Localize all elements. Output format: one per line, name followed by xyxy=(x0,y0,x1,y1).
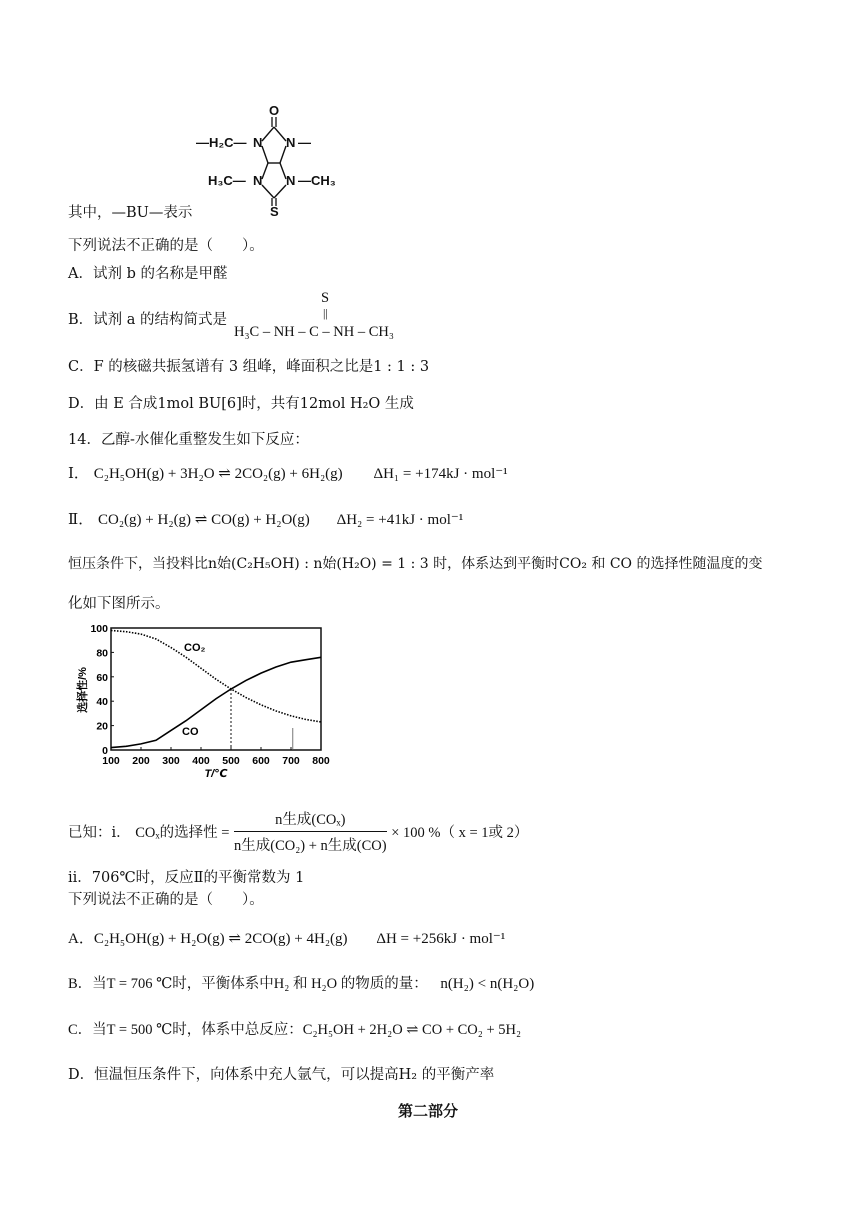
selectivity-chart xyxy=(76,620,330,782)
q14-option-b xyxy=(68,972,534,993)
known-lhs: COₓ的选择性 = xyxy=(135,825,230,841)
selectivity-fraction xyxy=(234,808,387,855)
q14-stem: 下列说法不正确的是（ ）。 xyxy=(68,892,264,908)
legend-co: CO xyxy=(182,726,199,738)
chart-xlabel: T/℃ xyxy=(204,768,228,780)
q14-option-a xyxy=(68,927,505,948)
reaction-1-label: Ⅰ． xyxy=(68,464,89,482)
structure-bond-right: — xyxy=(298,135,311,150)
x-tick-label: 800 xyxy=(312,755,330,767)
q14-option-a-equation: A．C₂H₅OH(g) + H₂O(g) ⇌ 2CO(g) + 4H₂(g) xyxy=(68,931,348,947)
x-tick-label: 600 xyxy=(252,755,270,767)
x-tick-label: 100 xyxy=(102,755,120,767)
structure-h2c: —H₂C— xyxy=(196,135,247,150)
structure-ch3-right: —CH₃ xyxy=(298,173,336,188)
x-tick-label: 300 xyxy=(162,755,180,767)
intro-note: 其中，—BU—表示 xyxy=(68,205,193,221)
q13-option-d: D．由 E 合成1mol BU[6]时，共有12mol H₂O 生成 xyxy=(68,396,414,412)
structure-o: O xyxy=(269,103,280,118)
q14-condition-line-2: 化如下图所示。 xyxy=(68,596,170,612)
structure-n-bottom-left: N xyxy=(253,173,263,188)
q14-reaction-1 xyxy=(68,462,508,483)
known-tail: × 100 %（ x = 1或 2） xyxy=(391,825,529,841)
reaction-1-enthalpy: ΔH₁ = +174kJ · mol⁻¹ xyxy=(373,466,508,482)
q14-reaction-2 xyxy=(68,508,463,529)
q14-option-c: C．当T = 500 ℃时，体系中总反应：C₂H₅OH + 2H₂O ⇌ CO + CO₂ + 5H₂ xyxy=(68,1022,522,1038)
structure-n-bottom-right: N xyxy=(286,173,296,188)
chart-ylabel: 选择性/% xyxy=(77,667,89,713)
q13-option-c: C．F 的核磁共振氢谱有 3 组峰，峰面积之比是1 : 1 : 3 xyxy=(68,359,430,375)
structure-s: S xyxy=(270,204,279,219)
q14-option-b-compare: n(H₂) < n(H₂O) xyxy=(440,976,535,992)
x-tick-label: 200 xyxy=(132,755,150,767)
x-tick-label: 500 xyxy=(222,755,240,767)
y-tick-label: 40 xyxy=(96,696,108,709)
q13-option-a: A．试剂 b 的名称是甲醛 xyxy=(68,266,228,282)
q13-option-b-formula: H₃C – NH – C – NH – CH₃ xyxy=(234,324,394,340)
y-tick-label: 80 xyxy=(96,647,108,660)
bu-structure-svg xyxy=(190,103,350,218)
structure-n-top-left: N xyxy=(253,135,263,150)
section-heading: 第二部分 xyxy=(398,1102,459,1120)
q14-known-2: ⅱ．706℃时，反应Ⅱ的平衡常数为 1 xyxy=(68,870,305,886)
reaction-2-equation: CO₂(g) + H₂(g) ⇌ CO(g) + H₂O(g) xyxy=(97,512,310,528)
q13-stem: 下列说法不正确的是（ ）。 xyxy=(68,238,264,254)
bu-structure xyxy=(190,103,350,218)
x-tick-label: 400 xyxy=(192,755,210,767)
legend-co2: CO₂ xyxy=(184,642,206,654)
y-tick-label: 20 xyxy=(96,720,108,733)
q13-option-b-s: S xyxy=(321,290,330,306)
fraction-denominator: n生成(CO₂) + n生成(CO) xyxy=(234,838,387,854)
y-tick-label: 0 xyxy=(102,745,108,757)
structure-n-top-right: N xyxy=(286,135,296,150)
x-tick-label: 700 xyxy=(282,755,300,767)
known-label: 已知：ⅰ． xyxy=(68,825,131,841)
series-co-line xyxy=(111,657,321,747)
q14-option-d: D．恒温恒压条件下，向体系中充人氩气，可以提高H₂ 的平衡产率 xyxy=(68,1067,495,1083)
structure-h3c-left: H₃C— xyxy=(208,173,246,188)
q14-known-1 xyxy=(68,808,528,855)
q14-condition-line-1: 恒压条件下，当投料比n始(C₂H₅OH) : n始(H₂O) = 1 : 3 时，体系达到平衡时CO₂ 和 CO 的选择性随温度的变 xyxy=(68,556,763,572)
reaction-1-equation: C₂H₅OH(g) + 3H₂O ⇌ 2CO₂(g) + 6H₂(g) xyxy=(93,466,343,482)
series-co2-line xyxy=(111,630,321,722)
y-tick-label: 60 xyxy=(96,671,108,684)
fraction-numerator: n生成(COₓ) xyxy=(234,808,387,832)
reaction-2-enthalpy: ΔH₂ = +41kJ · mol⁻¹ xyxy=(336,512,464,528)
q14-title: 14．乙醇-水催化重整发生如下反应： xyxy=(68,432,309,448)
q13-option-b-doublebond: || xyxy=(323,306,328,320)
q14-option-a-enthalpy: ΔH = +256kJ · mol⁻¹ xyxy=(376,931,506,947)
y-tick-label: 100 xyxy=(90,623,108,635)
q14-option-b-text: B．当T = 706 ℃时，平衡体系中H₂ 和 H₂O 的物质的量： xyxy=(68,976,428,992)
chart-frame xyxy=(111,628,321,750)
reaction-2-label: Ⅱ． xyxy=(68,510,94,528)
q13-option-b: B．试剂 a 的结构简式是 xyxy=(68,312,228,328)
